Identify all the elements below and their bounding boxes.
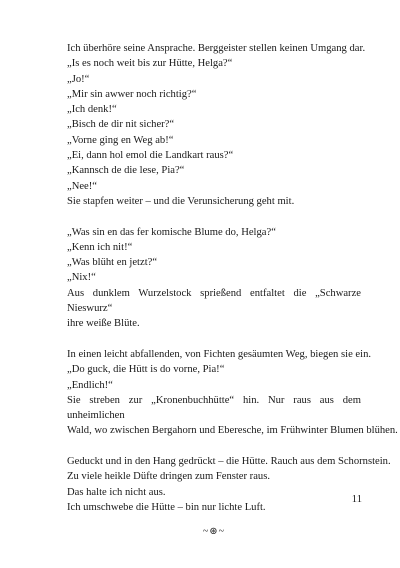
dialogue-line: „Endlich!“: [67, 379, 113, 391]
dialogue-line: „Jo!“: [67, 73, 90, 85]
text-line: Wald, wo zwischen Bergahorn und Eberesche, im Frühwinter Blumen blühen.: [67, 425, 398, 437]
text-line: Das halte ich nicht aus.: [67, 486, 166, 498]
dialogue-line: „Ei, dann hol emol die Landkart raus?“: [67, 150, 234, 162]
paragraph-gap: [67, 332, 367, 347]
section-ornament-icon: ~⊛~: [202, 526, 226, 538]
dialogue-line: „Is es noch weit bis zur Hütte, Helga?“: [67, 58, 233, 70]
dialogue-line: „Nee!“: [67, 180, 97, 192]
dialogue-line: „Bisch de dir nit sicher?“: [67, 119, 175, 131]
text-line: Ich überhöre seine Ansprache. Berggeister stellen keinen Umgang dar.: [67, 43, 366, 54]
body-text: [67, 41, 398, 540]
text-line: Sie streben zur „Kronenbuchhütte“ hin. Nur raus aus dem unheimlichen: [67, 394, 361, 422]
paragraph-1: [67, 41, 367, 209]
dialogue-line: „Kannsch de die lese, Pia?“: [67, 165, 185, 177]
paragraph-4: [67, 454, 391, 515]
text-line: In einen leicht abfallenden, von Fichten gesäumten Weg, biegen sie ein.: [67, 348, 372, 360]
paragraph-3: [67, 347, 398, 439]
text-line: Geduckt und in den Hang gedrückt – die Hütte. Rauch aus dem Schornstein.: [67, 456, 391, 468]
text-line: Zu viele heikle Düfte dringen zum Fenster raus.: [67, 471, 270, 483]
paragraph-gap: [67, 439, 367, 454]
dialogue-line: „Was sin en das fer komische Blume do, Helga?“: [67, 226, 276, 238]
dialogue-line: „Kenn ich nit!“: [67, 241, 133, 253]
page-number: 11: [351, 494, 362, 505]
text-line: ihre weiße Blüte.: [67, 318, 140, 330]
text-line: Aus dunklem Wurzelstock sprießend entfaltet die „Schwarze Nieswurz“: [67, 287, 361, 315]
dialogue-line: „Was blüht en jetzt?“: [67, 257, 158, 269]
dialogue-line: „Do guck, die Hütt is do vorne, Pia!“: [67, 364, 225, 376]
text-line: Sie stapfen weiter – und die Verunsicherung geht mit.: [67, 195, 295, 207]
dialogue-line: „Nix!“: [67, 272, 96, 284]
text-line: Ich umschwebe die Hütte – bin nur lichte Luft.: [67, 501, 266, 513]
paragraph-2: [67, 225, 367, 332]
paragraph-gap: [67, 209, 367, 224]
dialogue-line: „Vorne ging en Weg ab!“: [67, 134, 174, 146]
dialogue-line: „Ich denk!“: [67, 104, 117, 116]
dialogue-line: „Mir sin awwer noch richtig?“: [67, 88, 197, 100]
